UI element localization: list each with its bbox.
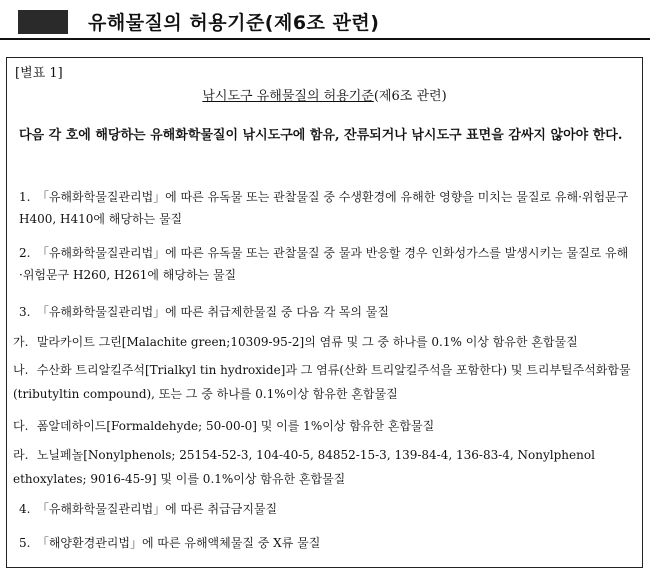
- intro-paragraph: 다음 각 호에 해당하는 유해화학물질이 낚시도구에 함유, 잔류되거나 낚시도구 표면을 감싸지 않아야 한다.: [19, 128, 623, 143]
- list-item-2: [19, 242, 631, 286]
- item-text: 「유해화학물질관리법」에 따른 취급금지물질: [36, 502, 278, 516]
- list-item-3: [19, 301, 631, 323]
- item-text: 「유해화학물질관리법」에 따른 유독물 또는 관찰물질 중 수생환경에 유해한 영향을 미치는 물질로 유해·위험문구 H400, H410에 해당하는 물질: [19, 190, 629, 226]
- sub-item-text: 폼알데하이드[Formaldehyde; 50-00-0] 및 이를 1%이상 함유한 혼합물질: [36, 419, 435, 433]
- sub-item-text: 말라카이트 그린[Malachite green;10309-95-2]의 염류 및 그 중 하나를 0.1% 이상 함유한 혼합물질: [36, 335, 578, 349]
- page-header: [0, 0, 650, 44]
- item-number: 3.: [19, 305, 31, 319]
- annex-title-suffix: (제6조 관련): [373, 89, 447, 104]
- sub-item-ga: [13, 330, 631, 354]
- header-tab-marker: [18, 10, 68, 34]
- annex-title-main: 낚시도구 유해물질의 허용기준: [202, 89, 374, 104]
- item-number: 2.: [19, 246, 31, 260]
- sub-item-na: [13, 358, 631, 406]
- sub-item-number: 나.: [13, 363, 29, 377]
- annex-box: [6, 57, 643, 568]
- item-text: 「해양환경관리법」에 따른 유해액체물질 중 X류 물질: [36, 536, 321, 550]
- item-text: 「유해화학물질관리법」에 따른 유독물 또는 관찰물질 중 물과 반응할 경우 인화성가스를 발생시키는 물질로 유해·위험문구 H260, H261에 해당하는 물질: [19, 246, 629, 282]
- page-title: 유해물질의 허용기준(제6조 관련): [88, 12, 380, 34]
- item-number: 1.: [19, 190, 31, 204]
- sub-item-text: 수산화 트리알킬주석[Trialkyl tin hydroxide]과 그 염류(산화 트리알킬주석을 포함한다) 및 트리부틸주석화합물(tributyltin compound), 또는 그 중 하나를 0.1%이상 함유한 혼합물질: [13, 363, 631, 401]
- header-rule: [0, 38, 650, 40]
- annex-tag: [별표 1]: [15, 66, 63, 81]
- list-item-1: [19, 186, 631, 230]
- sub-item-da: [13, 414, 631, 438]
- item-number: 5.: [19, 536, 31, 550]
- sub-item-ra: [13, 443, 631, 491]
- list-item-5: [19, 532, 631, 554]
- item-number: 4.: [19, 502, 31, 516]
- list-item-4: [19, 498, 631, 520]
- sub-item-text: 노닐페놀[Nonylphenols; 25154-52-3, 104-40-5, 84852-15-3, 139-84-4, 136-83-4, Nonylphenol ethoxylates; 9016-45-9] 및 이를 0.1%이상 함유한 혼합물질: [13, 448, 595, 486]
- sub-item-number: 라.: [13, 448, 29, 462]
- sub-item-number: 가.: [13, 335, 29, 349]
- annex-title: [7, 85, 642, 104]
- sub-item-number: 다.: [13, 419, 29, 433]
- item-text: 「유해화학물질관리법」에 따른 취급제한물질 중 다음 각 목의 물질: [36, 305, 389, 319]
